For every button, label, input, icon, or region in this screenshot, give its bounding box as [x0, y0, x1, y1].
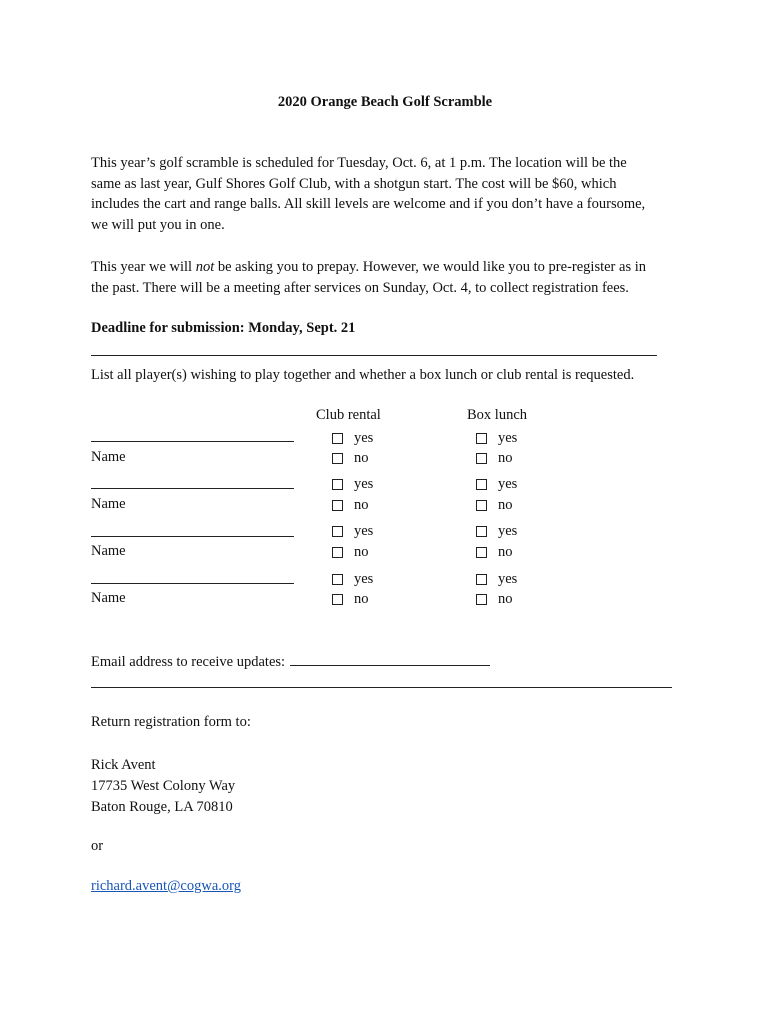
address-name: Rick Avent: [91, 757, 156, 773]
option-label: no: [354, 591, 369, 607]
option-label: no: [354, 450, 369, 466]
option-label: no: [498, 544, 513, 560]
name-field-1[interactable]: [91, 441, 294, 442]
box-lunch-no-option[interactable]: [476, 497, 513, 514]
prepay-line-2: the past. There will be a meeting after services on Sunday, Oct. 4, to collect registration fees.: [91, 279, 629, 296]
name-field-4[interactable]: [91, 583, 294, 584]
mailing-address: [91, 755, 235, 818]
club-rental-no-option[interactable]: [332, 591, 369, 608]
email-field[interactable]: [290, 652, 490, 666]
return-label: Return registration form to:: [91, 714, 251, 730]
option-label: yes: [354, 430, 374, 446]
club-rental-no-option[interactable]: [332, 450, 369, 467]
checkbox[interactable]: [332, 479, 343, 490]
name-label: Name: [91, 496, 126, 512]
intro-line: same as last year, Gulf Shores Golf Club, with a shotgun start. The cost will be $60, which: [91, 175, 617, 192]
option-label: no: [498, 591, 513, 607]
prepay-line-1: [91, 257, 691, 278]
name-label: Name: [91, 543, 126, 559]
option-label: no: [354, 544, 369, 560]
checkbox[interactable]: [332, 574, 343, 585]
box-lunch-yes-option[interactable]: [476, 476, 517, 493]
checkbox[interactable]: [332, 500, 343, 511]
box-lunch-yes-option[interactable]: [476, 571, 517, 588]
intro-line: we will put you in one.: [91, 216, 225, 233]
address-street: 17735 West Colony Way: [91, 778, 236, 794]
divider: [91, 355, 657, 356]
checkbox[interactable]: [476, 547, 487, 558]
intro-line: This year’s golf scramble is scheduled for Tuesday, Oct. 6, at 1 p.m. The location will be the: [91, 155, 627, 171]
email-label: Email address to receive updates:: [91, 654, 286, 670]
intro-paragraph: [91, 153, 691, 235]
box-lunch-header: Box lunch: [467, 407, 528, 423]
club-rental-no-option[interactable]: [332, 544, 369, 561]
prepay-text-1: This year we will: [91, 259, 196, 275]
club-rental-yes-option[interactable]: [332, 523, 373, 540]
checkbox[interactable]: [476, 594, 487, 605]
box-lunch-yes-option[interactable]: [476, 523, 517, 540]
divider: [91, 687, 672, 688]
option-label: yes: [498, 430, 518, 446]
instructions-text: List all player(s) wishing to play together and whether a box lunch or club rental is requested.: [91, 367, 635, 383]
email-link[interactable]: richard.avent@cogwa.org: [91, 878, 241, 894]
checkbox[interactable]: [332, 526, 343, 537]
checkbox[interactable]: [476, 479, 487, 490]
club-rental-header: Club rental: [316, 407, 381, 423]
page-title: 2020 Orange Beach Golf Scramble: [277, 94, 493, 110]
box-lunch-no-option[interactable]: [476, 544, 513, 561]
deadline-heading: Deadline for submission: Monday, Sept. 21: [91, 320, 356, 336]
or-text: or: [91, 838, 104, 854]
checkbox[interactable]: [476, 433, 487, 444]
email-row: [91, 652, 490, 671]
box-lunch-yes-option[interactable]: [476, 430, 517, 447]
club-rental-yes-option[interactable]: [332, 430, 373, 447]
box-lunch-no-option[interactable]: [476, 450, 513, 467]
checkbox[interactable]: [476, 526, 487, 537]
option-label: no: [354, 497, 369, 513]
option-label: yes: [354, 523, 374, 539]
option-label: yes: [354, 476, 374, 492]
club-rental-no-option[interactable]: [332, 497, 369, 514]
checkbox[interactable]: [332, 594, 343, 605]
checkbox[interactable]: [332, 453, 343, 464]
option-label: no: [498, 497, 513, 513]
address-city: Baton Rouge, LA 70810: [91, 799, 233, 815]
option-label: yes: [498, 476, 518, 492]
option-label: yes: [498, 571, 518, 587]
checkbox[interactable]: [332, 433, 343, 444]
club-rental-yes-option[interactable]: [332, 571, 373, 588]
option-label: no: [498, 450, 513, 466]
prepay-emphasis: not: [195, 259, 215, 275]
name-label: Name: [91, 449, 126, 465]
option-label: yes: [498, 523, 518, 539]
name-field-2[interactable]: [91, 488, 294, 489]
option-label: yes: [354, 571, 374, 587]
checkbox[interactable]: [476, 453, 487, 464]
intro-line: includes the cart and range balls. All skill levels are welcome and if you don’t have a foursome,: [91, 196, 646, 212]
box-lunch-no-option[interactable]: [476, 591, 513, 608]
club-rental-yes-option[interactable]: [332, 476, 373, 493]
prepay-paragraph: [91, 257, 691, 298]
name-field-3[interactable]: [91, 536, 294, 537]
checkbox[interactable]: [332, 547, 343, 558]
prepay-text-2: be asking you to prepay. However, we would like you to pre-register as in: [214, 259, 646, 275]
checkbox[interactable]: [476, 500, 487, 511]
name-label: Name: [91, 590, 126, 606]
checkbox[interactable]: [476, 574, 487, 585]
